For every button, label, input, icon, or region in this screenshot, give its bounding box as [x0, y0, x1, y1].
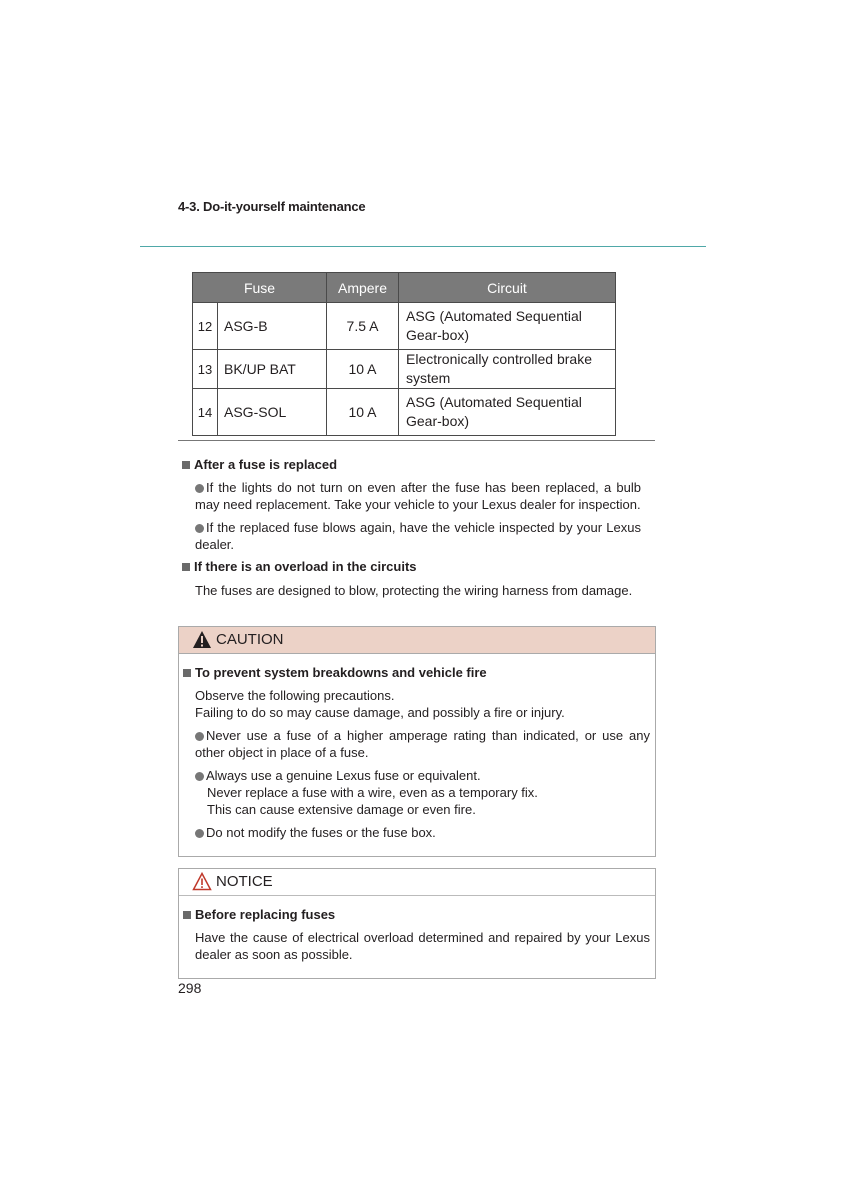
warning-triangle-icon [192, 630, 212, 649]
note-paragraph: The fuses are designed to blow, protecting the wiring harness from damage. [195, 583, 633, 598]
header-rule [140, 246, 706, 247]
note-bullet [195, 479, 641, 513]
notice-header [179, 869, 655, 896]
table-header-row [193, 273, 616, 303]
caution-bullet-text: Do not modify the fuses or the fuse box. [206, 825, 436, 840]
table-row [193, 303, 616, 350]
note-heading-overload [182, 559, 417, 574]
bullet-dot-icon [195, 484, 204, 493]
notice-box [178, 868, 656, 979]
bullet-dot-icon [195, 524, 204, 533]
fuse-ampere: 10 A [327, 389, 399, 436]
caution-intro-line: Observe the following precautions. [195, 688, 395, 703]
notice-heading [183, 907, 335, 922]
fuse-number: 13 [193, 350, 218, 389]
note-heading-text: If there is an overload in the circuits [194, 559, 417, 574]
caution-bullet [195, 727, 650, 761]
notice-paragraph: Have the cause of electrical overload determined and repaired by your Lexus dealer as soon as possible. [195, 930, 650, 962]
section-divider [178, 440, 655, 441]
bullet-dot-icon [195, 772, 204, 781]
fuse-circuit: ASG (Automated Sequential Gear-box) [399, 303, 616, 350]
caution-bullet [195, 767, 650, 784]
column-header-circuit: Circuit [399, 273, 616, 303]
caution-box [178, 626, 656, 857]
fuse-table [192, 272, 616, 436]
fuse-name: ASG-SOL [218, 389, 327, 436]
table-row [193, 350, 616, 389]
fuse-number: 14 [193, 389, 218, 436]
section-header: 4-3. Do-it-yourself maintenance [178, 199, 366, 214]
caution-intro-line: Failing to do so may cause damage, and possibly a fire or injury. [195, 705, 565, 720]
page-number: 298 [178, 980, 202, 996]
caution-label: CAUTION [216, 631, 284, 648]
notice-heading-text: Before replacing fuses [195, 907, 336, 922]
column-header-ampere: Ampere [327, 273, 399, 303]
bullet-dot-icon [195, 732, 204, 741]
caution-bullet-text: Always use a genuine Lexus fuse or equivalent. [206, 768, 481, 783]
notice-label: NOTICE [216, 873, 273, 890]
note-bullet-text: If the lights do not turn on even after the fuse has been replaced, a bulb may need replacement. Take your vehicle to your Lexus dealer for inspection. [195, 480, 641, 512]
fuse-name: BK/UP BAT [218, 350, 327, 389]
caution-heading [183, 665, 487, 680]
square-bullet-icon [183, 669, 191, 677]
note-heading-after-replaced [182, 457, 337, 472]
warning-triangle-icon [192, 872, 212, 891]
fuse-circuit: Electronically controlled brake system [399, 350, 616, 389]
fuse-ampere: 10 A [327, 350, 399, 389]
column-header-fuse: Fuse [193, 273, 327, 303]
caution-header [179, 627, 655, 654]
bullet-dot-icon [195, 829, 204, 838]
note-heading-text: After a fuse is replaced [194, 457, 338, 472]
fuse-number: 12 [193, 303, 218, 350]
note-bullet-text: If the replaced fuse blows again, have the vehicle inspected by your Lexus dealer. [195, 520, 641, 552]
square-bullet-icon [182, 461, 190, 469]
caution-heading-text: To prevent system breakdowns and vehicle fire [195, 665, 487, 680]
caution-bullet-continuation: Never replace a fuse with a wire, even as a temporary fix. [207, 785, 538, 800]
fuse-ampere: 7.5 A [327, 303, 399, 350]
square-bullet-icon [182, 563, 190, 571]
fuse-name: ASG-B [218, 303, 327, 350]
square-bullet-icon [183, 911, 191, 919]
caution-bullet [195, 824, 650, 841]
caution-bullet-text: Never use a fuse of a higher amperage rating than indicated, or use any other object in place of a fuse. [195, 728, 650, 760]
caution-bullet-continuation: This can cause extensive damage or even fire. [207, 802, 476, 817]
note-bullet [195, 519, 641, 553]
table-row [193, 389, 616, 436]
fuse-circuit: ASG (Automated Sequential Gear-box) [399, 389, 616, 436]
